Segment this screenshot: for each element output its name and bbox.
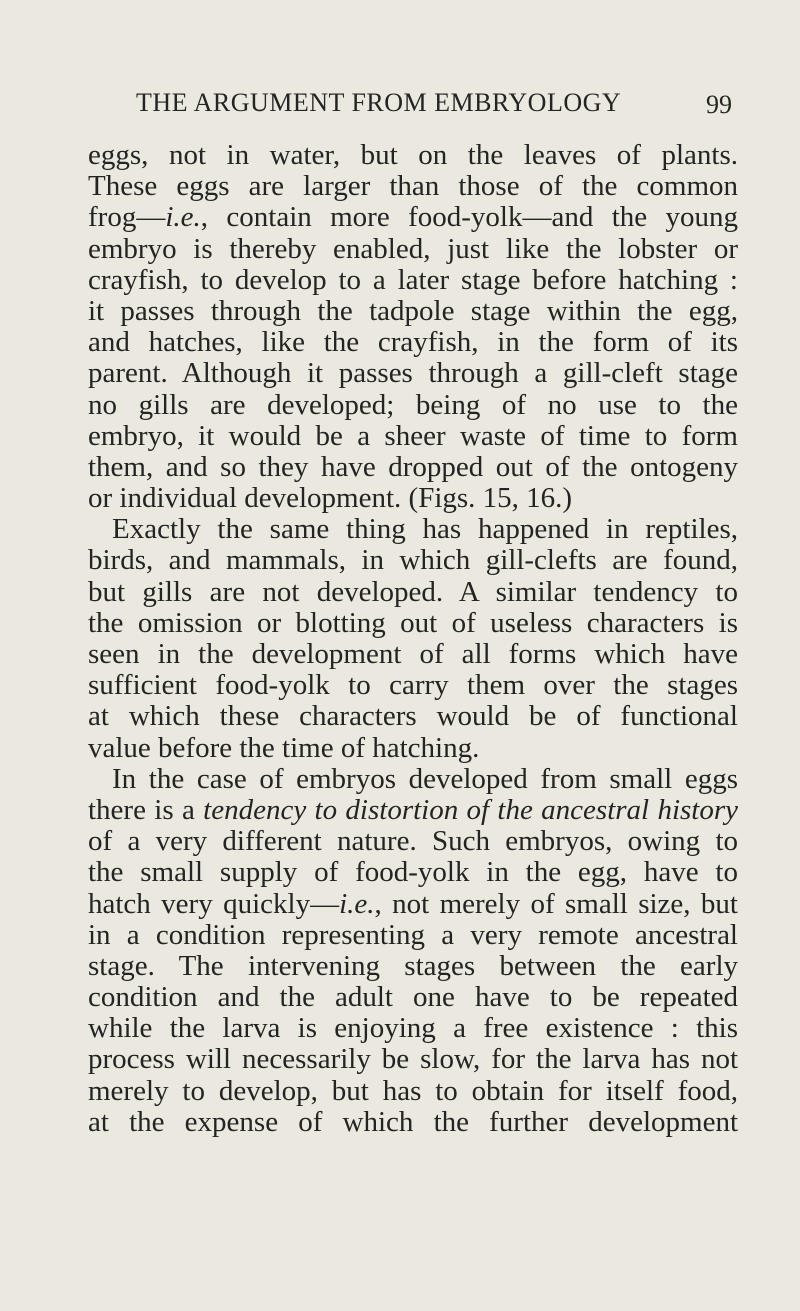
text-line-24: the small supply of food-yolk in the egg, have to bbox=[88, 856, 738, 889]
text-line-7: and hatches, like the crayfish, in the form of its bbox=[88, 326, 738, 359]
text-line-1: eggs, not in water, but on the leaves of plants. bbox=[88, 139, 738, 171]
text-line-10: embryo, it would be a sheer waste of time to form bbox=[88, 419, 738, 452]
text-line-12: or individual development. (Figs. 15, 16.) bbox=[88, 482, 573, 515]
text-segment: hatch very quickly— bbox=[88, 887, 340, 920]
text-line-4: embryo is thereby enabled, just like the lobster or bbox=[88, 232, 738, 265]
text-line-16: the omission or blotting out of useless characters is bbox=[88, 606, 738, 639]
text-segment: frog— bbox=[88, 201, 166, 234]
text-segment: , not merely of small size, but bbox=[374, 887, 738, 920]
text-line-14: birds, and mammals, in which gill-clefts are found, bbox=[88, 544, 738, 577]
text-line-31: merely to develop, but has to obtain for itself food, bbox=[88, 1074, 738, 1107]
text-line-25 bbox=[88, 889, 738, 920]
text-segment: there is a bbox=[88, 793, 204, 826]
italic-phrase: i.e. bbox=[339, 887, 375, 920]
italic-phrase: i.e. bbox=[165, 201, 201, 234]
text-line-21: In the case of embryos developed from small eggs bbox=[112, 762, 738, 795]
text-line-2: These eggs are larger than those of the common bbox=[88, 170, 738, 203]
text-line-28: condition and the adult one have to be repeated bbox=[88, 981, 738, 1014]
text-line-9: no gills are developed; being of no use to the bbox=[88, 388, 738, 421]
text-line-29: while the larva is enjoying a free existence : this bbox=[88, 1012, 738, 1045]
italic-phrase: tendency to distortion of the ancestral history bbox=[203, 793, 738, 826]
text-segment: , contain more food-yolk—and the young bbox=[200, 201, 738, 234]
text-line-20: value before the time of hatching. bbox=[88, 731, 480, 764]
text-line-11: them, and so they have dropped out of the ontogeny bbox=[88, 450, 738, 483]
text-line-22 bbox=[88, 795, 738, 826]
text-line-26: in a condition representing a very remote ancestral bbox=[88, 918, 738, 951]
text-line-32: at the expense of which the further development bbox=[88, 1105, 738, 1138]
text-line-30: process will necessarily be slow, for the larva has not bbox=[88, 1043, 738, 1076]
text-line-27: stage. The intervening stages between the early bbox=[88, 949, 738, 982]
text-line-18: sufficient food-yolk to carry them over the stages bbox=[88, 669, 738, 702]
text-line-17: seen in the development of all forms which have bbox=[88, 638, 738, 670]
running-title: THE ARGUMENT FROM EMBRYOLOGY bbox=[136, 88, 622, 117]
text-line-6: it passes through the tadpole stage within the egg, bbox=[88, 294, 738, 327]
page-number: 99 bbox=[706, 90, 732, 119]
text-line-8: parent. Although it passes through a gill-cleft stage bbox=[88, 357, 738, 390]
running-head bbox=[128, 88, 732, 128]
text-line-13: Exactly the same thing has happened in reptiles, bbox=[112, 513, 738, 546]
text-line-23: of a very different nature. Such embryos, owing to bbox=[88, 825, 738, 858]
body-text bbox=[88, 140, 738, 1138]
text-line-3 bbox=[88, 202, 738, 233]
text-line-15: but gills are not developed. A similar tendency to bbox=[88, 575, 738, 608]
text-line-5: crayfish, to develop to a later stage before hatching : bbox=[88, 263, 738, 296]
text-line-19: at which these characters would be of functional bbox=[88, 700, 738, 733]
